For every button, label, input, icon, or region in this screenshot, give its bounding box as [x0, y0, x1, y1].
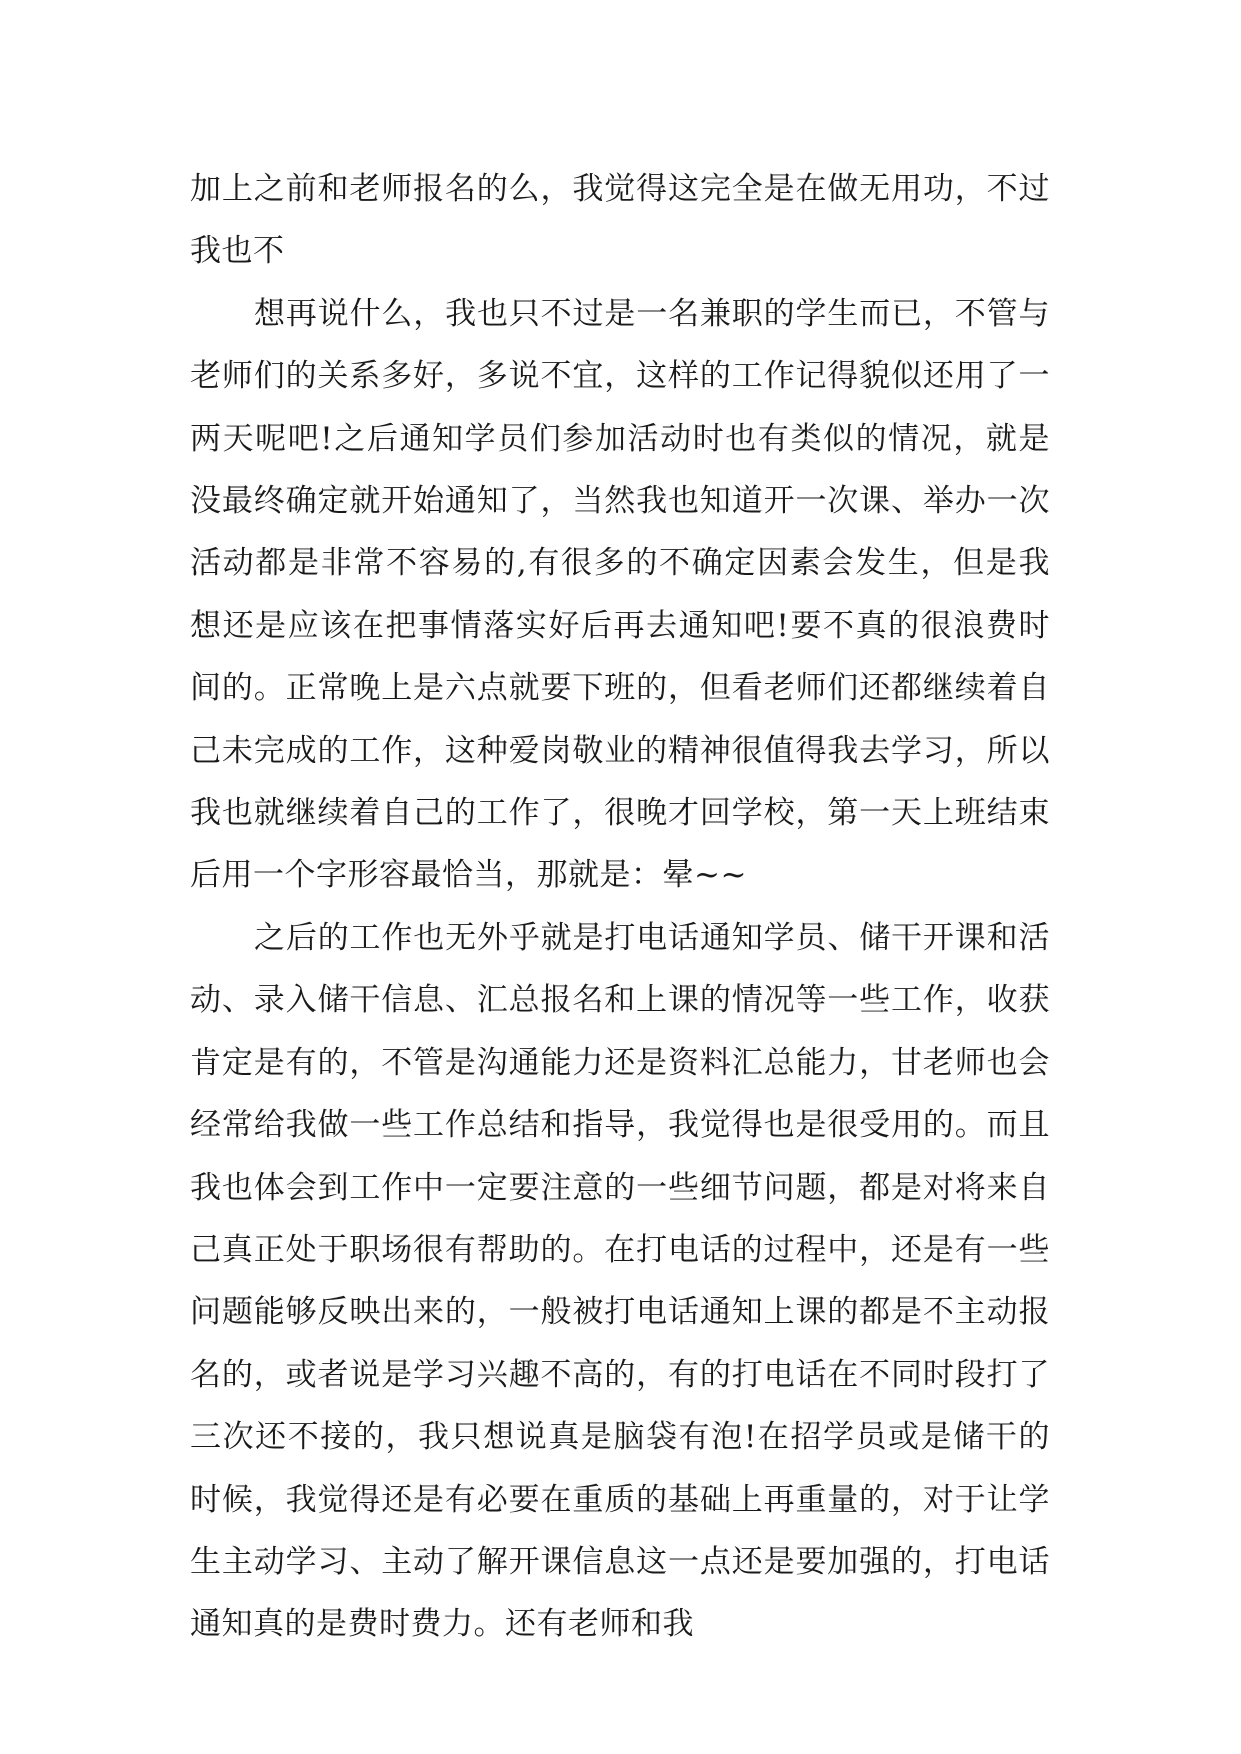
paragraph-3: 之后的工作也无外乎就是打电话通知学员、储干开课和活动、录入储干信息、汇总报名和上课的情况等一些工作，收获肯定是有的，不管是沟通能力还是资料汇总能力，甘老师也会经常给我做一些工作总结和指导，我觉得也是很受用的。而且我也体会到工作中一定要注意的一些细节问题，都是对将来自己真正处于职场很有帮助的。在打电话的过程中，还是有一些问题能够反映出来的，一般被打电话通知上课的都是不主动报名的，或者说是学习兴趣不高的，有的打电话在不同时段打了三次还不接的，我只想说真是脑袋有泡!在招学员或是储干的时候，我觉得还是有必要在重质的基础上再重量的，对于让学生主动学习、主动了解开课信息这一点还是要加强的，打电话通知真的是费时费力。还有老师和我 — [190, 919, 1050, 1643]
paragraph-1: 加上之前和老师报名的么，我觉得这完全是在做无用功，不过我也不 — [190, 171, 1050, 270]
document-body — [190, 158, 1050, 1656]
paragraph-2: 想再说什么，我也只不过是一名兼职的学生而已，不管与老师们的关系多好，多说不宜，这样的工作记得貌似还用了一两天呢吧!之后通知学员们参加活动时也有类似的情况，就是没最终确定就开始通知了，当然我也知道开一次课、举办一次活动都是非常不容易的,有很多的不确定因素会发生，但是我想还是应该在把事情落实好后再去通知吧!要不真的很浪费时间的。正常晚上是六点就要下班的，但看老师们还都继续着自己未完成的工作，这种爱岗敬业的精神很值得我去学习，所以我也就继续着自己的工作了，很晚才回学校，第一天上班结束后用一个字形容最恰当，那就是：晕~~ — [190, 295, 1050, 894]
